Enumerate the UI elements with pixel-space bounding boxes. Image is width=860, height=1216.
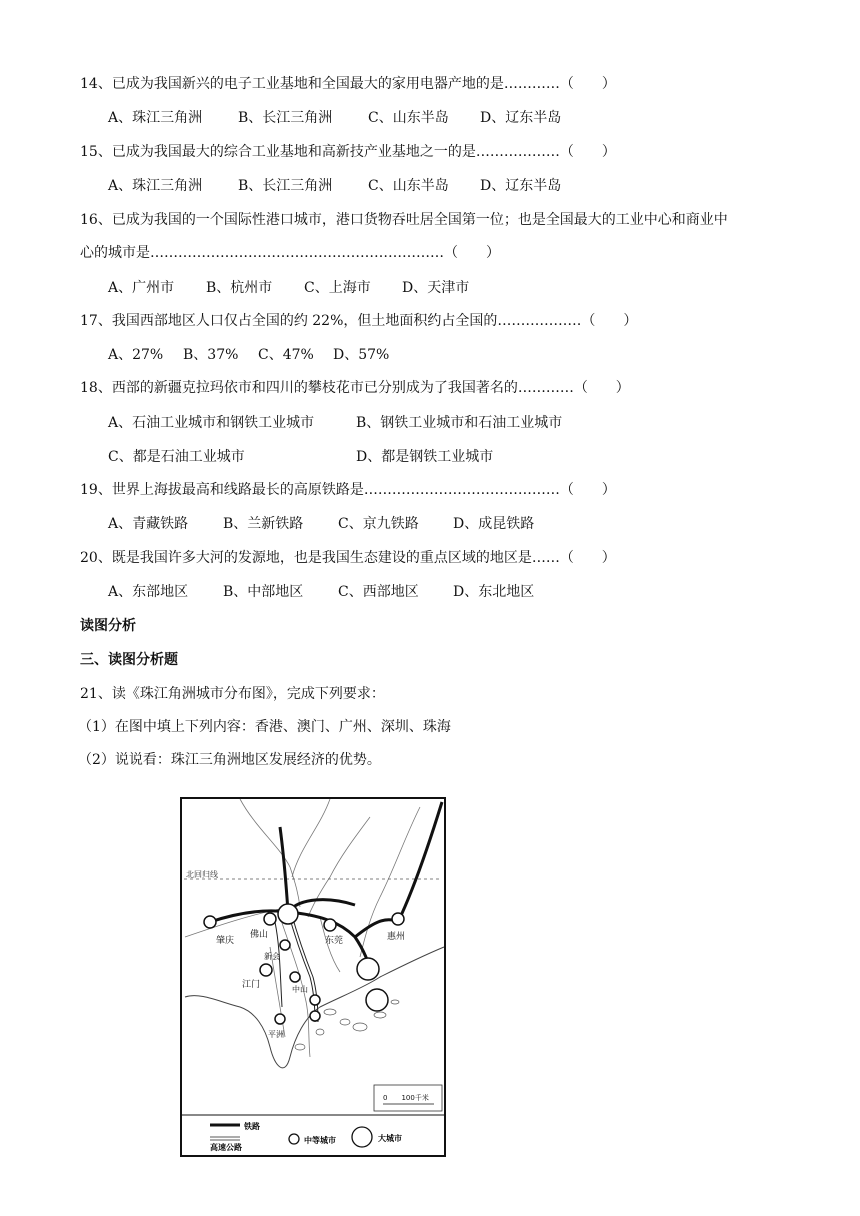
option-b: B、长江三角洲 (238, 110, 333, 126)
question-15: 15、已成为我国最大的综合工业基地和高新技产业基地之一的是………………（ ） (80, 144, 616, 160)
question-17: 17、我国西部地区人口仅占全国的约 22%，但土地面积约占全国的………………（ ） (80, 313, 638, 329)
option-b: B、中部地区 (223, 584, 304, 600)
option-b: B、杭州市 (206, 280, 273, 296)
city-label: 佛山 (250, 930, 269, 940)
option-d: D、都是钢铁工业城市 (356, 449, 494, 465)
city-marker-zhuhai (310, 995, 320, 1005)
option-c: C、上海市 (304, 280, 371, 296)
question-16: 16、已成为我国的一个国际性港口城市，港口货物吞吐居全国第一位；也是全国最大的工业中心和商业中 (80, 212, 728, 228)
city-label: 新会 (264, 952, 280, 961)
option-d: D、天津市 (402, 280, 470, 296)
option-a: A、广州市 (108, 280, 175, 296)
option-d: D、东北地区 (453, 584, 535, 600)
city-marker-zhaoqing (204, 916, 216, 928)
section-title: 三、读图分析题 (80, 652, 178, 668)
question-21-part2: （2）说说看：珠江三角洲地区发展经济的优势。 (78, 752, 381, 768)
scale-label: 0 100千米 (383, 1094, 429, 1102)
legend-rail-label: 铁路 (244, 1122, 260, 1131)
city-label: 惠州 (387, 932, 406, 942)
question-18: 18、西部的新疆克拉玛依市和四川的攀枝花市已分别成为了我国著名的…………（ ） (80, 380, 630, 396)
city-marker-macau (310, 1011, 320, 1021)
question-21: 21、读《珠江角洲城市分布图》，完成下列要求： (80, 686, 385, 702)
options-18-row2 (108, 447, 493, 467)
option-b: B、钢铁工业城市和石油工业城市 (356, 415, 563, 431)
question-14: 14、已成为我国新兴的电子工业基地和全国最大的家用电器产地的是…………（ ） (80, 76, 616, 92)
city-label: 东莞 (325, 936, 344, 946)
option-c: C、京九铁路 (338, 516, 419, 532)
option-c: C、山东半岛 (368, 110, 449, 126)
options-16 (108, 278, 469, 298)
options-20 (108, 582, 534, 602)
option-c: C、山东半岛 (368, 178, 449, 194)
option-a: A、珠江三角洲 (108, 110, 203, 126)
option-d: D、辽东半岛 (480, 110, 562, 126)
pearl-river-delta-map (180, 797, 446, 1157)
option-b: B、37% (183, 347, 239, 363)
city-marker-shunde (280, 940, 290, 950)
option-d: D、57% (333, 347, 390, 363)
city-marker-pingzhou (275, 1014, 285, 1024)
city-marker-foshan (264, 913, 276, 925)
options-19 (108, 514, 534, 534)
option-c: C、47% (258, 347, 314, 363)
legend-medium-city-symbol (289, 1134, 299, 1144)
options-14 (108, 108, 561, 128)
question-19: 19、世界上海拔最高和线路最长的高原铁路是……………………………………（ ） (80, 482, 616, 498)
option-c: C、西部地区 (338, 584, 419, 600)
section-label: 读图分析 (80, 618, 136, 634)
question-21-part1: （1）在图中填上下列内容：香港、澳门、广州、深圳、珠海 (78, 719, 451, 735)
option-c: C、都是石油工业城市 (108, 449, 245, 465)
option-a: A、石油工业城市和钢铁工业城市 (108, 415, 315, 431)
option-a: A、珠江三角洲 (108, 178, 203, 194)
option-a: A、青藏铁路 (108, 516, 189, 532)
legend-large-city-symbol (352, 1127, 372, 1147)
city-label: 江门 (242, 980, 261, 990)
city-marker-guangzhou (278, 904, 298, 924)
city-label: 平洲 (268, 1030, 284, 1039)
options-15 (108, 176, 561, 196)
question-20: 20、既是我国许多大河的发源地，也是我国生态建设的重点区域的地区是……（ ） (80, 550, 616, 566)
options-17 (108, 345, 389, 365)
option-b: B、兰新铁路 (223, 516, 304, 532)
option-d: D、辽东半岛 (480, 178, 562, 194)
legend-large-label: 大城市 (378, 1134, 402, 1143)
city-marker-zhongshan (290, 972, 300, 982)
question-16-cont: 心的城市是………………………………………………………（ ） (80, 245, 500, 261)
city-marker-jiangmen (260, 964, 272, 976)
city-label: 中山 (292, 985, 308, 994)
city-marker-shenzhen (357, 958, 379, 980)
city-marker-dongguan (324, 919, 336, 931)
option-d: D、成昆铁路 (453, 516, 535, 532)
legend-medium-label: 中等城市 (304, 1136, 336, 1145)
city-marker-hongkong (366, 989, 388, 1011)
tropic-label: 北回归线 (186, 870, 218, 879)
city-label: 肇庆 (216, 936, 235, 946)
option-b: B、长江三角洲 (238, 178, 333, 194)
option-a: A、东部地区 (108, 584, 189, 600)
legend-highway-label: 高速公路 (210, 1143, 242, 1152)
option-a: A、27% (108, 347, 164, 363)
city-marker-huizhou (392, 913, 404, 925)
options-18-row1 (108, 413, 562, 433)
